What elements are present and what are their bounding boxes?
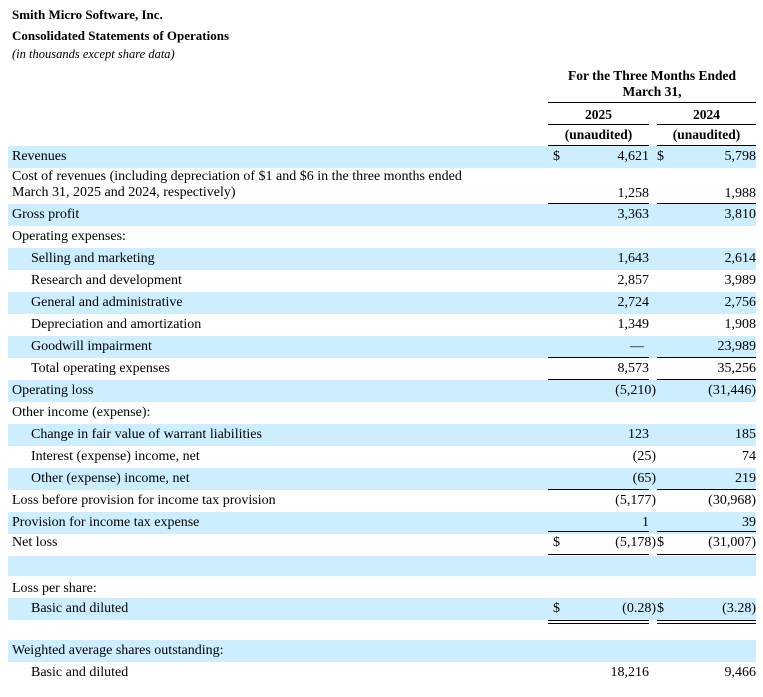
period-header-line1: For the Three Months Ended	[567, 68, 737, 83]
double-underline-2024	[657, 620, 756, 621]
value-2024: 39	[742, 515, 756, 530]
value-2025: 1,349	[617, 317, 649, 332]
row-gross-profit	[8, 204, 756, 226]
units-note: (in thousands except share data)	[12, 47, 175, 61]
value-2025: (5,210)	[615, 383, 656, 398]
value-2024: (3.28)	[722, 601, 756, 616]
value-2025: 8,573	[617, 361, 649, 376]
value-2024: 1,988	[724, 186, 756, 201]
row-label: Total operating expenses	[31, 361, 170, 376]
value-2024: 3,810	[724, 207, 756, 222]
period-header-line2: March 31,	[622, 84, 682, 99]
row-label-line2: March 31, 2025 and 2024, respectively)	[12, 185, 236, 200]
value-2024: 23,989	[717, 339, 756, 354]
row-weighted-shares-heading	[8, 640, 756, 662]
row-depreciation-amortization	[8, 314, 756, 336]
year-2024-header: 2024	[693, 107, 720, 122]
row-general-administrative	[8, 292, 756, 314]
row-interest-income	[8, 446, 756, 468]
row-label: Provision for income tax expense	[12, 515, 200, 530]
value-2025: 3,363	[617, 207, 649, 222]
value-2024: 5,798	[724, 149, 756, 164]
value-2024: 185	[735, 427, 756, 442]
row-label: Other income (expense):	[12, 405, 151, 420]
value-2024: 9,466	[724, 665, 756, 680]
row-label: Loss before provision for income tax provision	[12, 493, 276, 508]
double-underline-2024	[657, 623, 756, 624]
value-2025: (5,177)	[615, 493, 656, 508]
company-name: Smith Micro Software, Inc.	[12, 7, 163, 22]
value-2024: 2,614	[724, 251, 756, 266]
value-2024: 2,756	[724, 295, 756, 310]
row-label: Basic and diluted	[31, 665, 129, 680]
value-2025: 1	[642, 515, 649, 530]
row-label: General and administrative	[31, 295, 183, 310]
currency-symbol: $	[553, 601, 560, 616]
value-2024: 219	[735, 471, 756, 486]
row-label: Weighted average shares outstanding:	[12, 643, 224, 658]
row-warrant-liabilities	[8, 424, 756, 446]
row-label: Gross profit	[12, 207, 80, 222]
currency-symbol: $	[553, 149, 560, 164]
row-other-income-heading	[8, 402, 756, 424]
row-label-line1: Cost of revenues (including depreciation of $1 and $6 in the three months ended	[12, 169, 462, 184]
double-underline-2025	[548, 554, 649, 555]
row-cost-of-revenues	[8, 168, 756, 204]
row-loss-per-share-heading	[8, 578, 756, 600]
double-underline-2024	[657, 554, 756, 555]
row-goodwill-impairment	[8, 336, 756, 358]
value-2025: (65)	[632, 471, 656, 486]
year-2025-underline	[548, 124, 649, 125]
value-2025: 1,258	[617, 186, 649, 201]
value-2024: 1,908	[724, 317, 756, 332]
row-net-loss	[8, 532, 756, 554]
row-revenues	[8, 146, 756, 168]
value-2025: (25)	[632, 449, 656, 464]
value-2025: 123	[628, 427, 649, 442]
value-2025: 18,216	[610, 665, 649, 680]
period-header	[548, 68, 756, 100]
row-label: Revenues	[12, 149, 67, 164]
row-label: Goodwill impairment	[31, 339, 152, 354]
unaudited-2025: (unaudited)	[564, 127, 633, 142]
period-underline	[548, 102, 756, 103]
row-shares-basic-diluted	[8, 662, 756, 684]
currency-symbol: $	[657, 149, 664, 164]
value-2024: 35,256	[717, 361, 756, 376]
double-underline-2025	[548, 623, 649, 624]
double-underline-2025	[548, 620, 649, 621]
currency-symbol: $	[657, 535, 664, 550]
row-label: Other (expense) income, net	[31, 471, 190, 486]
row-research-development	[8, 270, 756, 292]
value-2025: (5,178)	[615, 535, 656, 550]
row-label: Selling and marketing	[31, 251, 155, 266]
row-loss-before-tax	[8, 490, 756, 512]
value-2024: (31,446)	[708, 383, 756, 398]
unaudited-2024: (unaudited)	[672, 127, 741, 142]
row-label: Change in fair value of warrant liabilities	[31, 427, 262, 442]
value-2025: (0.28)	[622, 601, 656, 616]
row-label: Depreciation and amortization	[31, 317, 202, 332]
value-2025: 4,621	[617, 149, 649, 164]
row-label: Operating loss	[12, 383, 94, 398]
statement-title: Consolidated Statements of Operations	[12, 28, 230, 43]
value-2025: 2,857	[617, 273, 649, 288]
year-2025-header: 2025	[585, 107, 612, 122]
row-other-income-net	[8, 468, 756, 490]
row-selling-marketing	[8, 248, 756, 270]
row-eps-basic-diluted	[8, 598, 756, 620]
value-2024: 74	[742, 449, 756, 464]
currency-symbol: $	[553, 535, 560, 550]
value-2025: 2,724	[617, 295, 649, 310]
value-2025: —	[630, 339, 644, 354]
value-2024: 3,989	[724, 273, 756, 288]
row-label: Operating expenses:	[12, 229, 126, 244]
row-operating-loss	[8, 380, 756, 402]
value-2024: (30,968)	[708, 493, 756, 508]
value-2025: 1,643	[617, 251, 649, 266]
row-label: Interest (expense) income, net	[31, 449, 200, 464]
row-spacer	[8, 556, 756, 576]
row-label: Net loss	[12, 535, 58, 550]
row-label: Basic and diluted	[31, 601, 129, 616]
row-label	[12, 169, 462, 201]
row-total-operating-expenses	[8, 358, 756, 380]
year-2024-underline	[657, 124, 756, 125]
row-operating-expenses-heading	[8, 226, 756, 248]
value-2024: (31,007)	[708, 535, 756, 550]
row-label: Research and development	[31, 273, 182, 288]
currency-symbol: $	[657, 601, 664, 616]
row-label: Loss per share:	[12, 581, 97, 596]
